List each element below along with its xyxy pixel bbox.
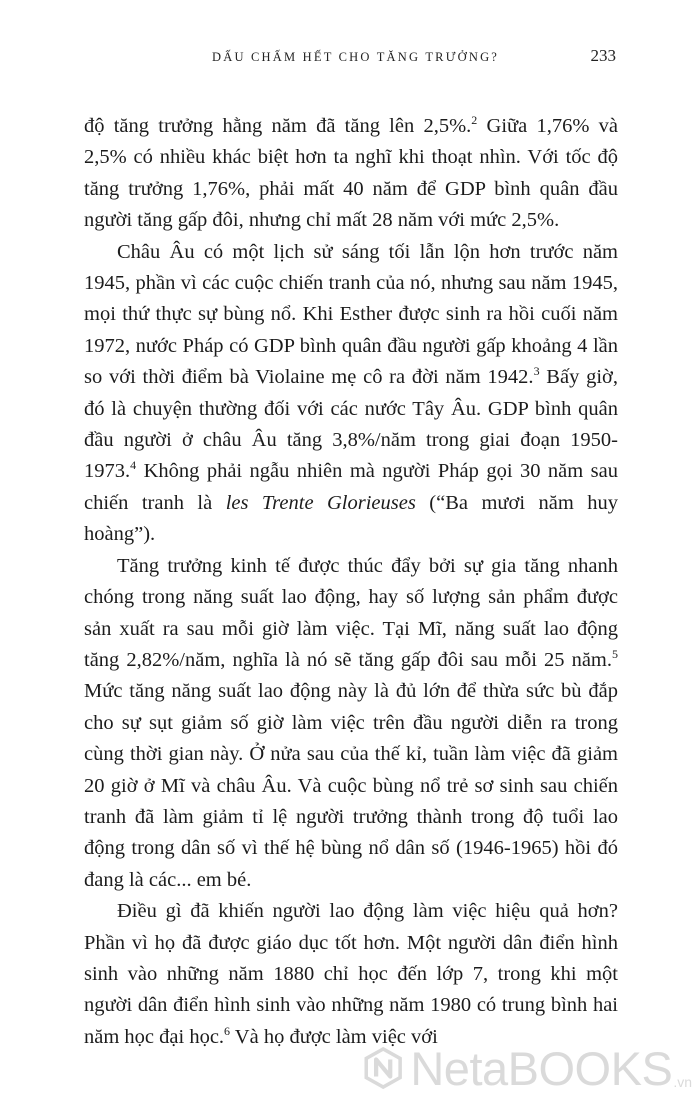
text-run: Và họ được làm việc với <box>230 1025 438 1048</box>
paragraph <box>84 896 618 1053</box>
text-run: Điều gì đã khiến người lao động làm việc hiệu quả hơn? Phần vì họ đã được giáo dục tốt hơn. Một người dân điển hình sinh vào những năm 1880 chỉ học đến lớp 7, trong khi một người dân điển hình sinh vào những năm 1980 có trung bình hai năm học đại học. <box>84 900 618 1048</box>
footnote-ref: 6 <box>224 1023 231 1038</box>
footnote-ref: 4 <box>130 458 137 473</box>
watermark-brand: NetaBOOKS <box>410 1041 673 1095</box>
page-header <box>130 46 616 70</box>
footnote-ref: 5 <box>612 647 618 662</box>
neta-logo-icon <box>362 1038 404 1098</box>
paragraph <box>84 551 618 896</box>
text-run: Bấy giờ, đó là chuyện thường đối với các nước Tây Âu. GDP bình quân đầu người ở châu Âu tăng 3,8%/năm trong giai đoạn 1950-1973. <box>84 366 618 483</box>
text-run: độ tăng trưởng hằng năm đã tăng lên 2,5%. <box>84 115 472 137</box>
footnote-ref: 2 <box>471 113 478 128</box>
text-run: (“Ba mươi năm huy hoàng”). <box>84 491 619 546</box>
italic-term: les Trente Glorieuses <box>225 491 416 514</box>
page-number: 233 <box>590 46 616 65</box>
running-head: DẤU CHẤM HẾT CHO TĂNG TRƯỞNG? <box>212 50 500 64</box>
text-run: Mức tăng năng suất lao động này là đủ lớn để thừa sức bù đắp cho sự sụt giảm số giờ làm việc trên đầu người diễn ra trong cùng thời gian này. Ở nửa sau của thế kỉ, tuần làm việc đã giảm 20 giờ ở Mĩ và châu Âu. Và cuộc bùng nổ trẻ sơ sinh sau chiến tranh đã làm giảm tỉ lệ người trưởng thành trong độ tuổi lao động trong dân số vì thế hệ bùng nổ dân số (1946-1965) hồi đó đang là các... em bé. <box>84 680 618 891</box>
watermark-suffix: .vn <box>673 1074 692 1090</box>
paragraph <box>84 237 618 551</box>
text-run: Tăng trưởng kinh tế được thúc đẩy bởi sự gia tăng nhanh chóng trong năng suất lao động, hay số lượng sản phẩm được sản xuất ra sau mỗi giờ làm việc. Tại Mĩ, năng suất lao động tăng 2,82%/năm, nghĩa là nó sẽ tăng gấp đôi sau mỗi 25 năm. <box>84 554 618 671</box>
text-run: Châu Âu có một lịch sử sáng tối lẫn lộn hơn trước năm 1945, phần vì các cuộc chiến tranh của nó, nhưng sau năm 1945, mọi thứ thực sự bùng nổ. Khi Esther được sinh ra hồi cuối năm 1972, nước Pháp có GDP bình quân đầu người gấp khoảng 4 lần so với thời điểm bà Violaine mẹ cô ra đời năm 1942. <box>84 240 618 389</box>
footnote-ref: 3 <box>533 364 540 379</box>
watermark <box>362 1032 692 1104</box>
paragraph <box>84 111 618 237</box>
body-text <box>84 111 618 1053</box>
text-run: Giữa 1,76% và 2,5% có nhiều khác biệt hơn ta nghĩ khi thoạt nhìn. Với tốc độ tăng trưởng 1,76%, phải mất 40 năm để GDP bình quân đầu người tăng gấp đôi, nhưng chỉ mất 28 năm với mức 2,5%. <box>84 115 618 232</box>
text-run: Không phải ngẫu nhiên mà người Pháp gọi 30 năm sau chiến tranh là <box>84 460 618 514</box>
